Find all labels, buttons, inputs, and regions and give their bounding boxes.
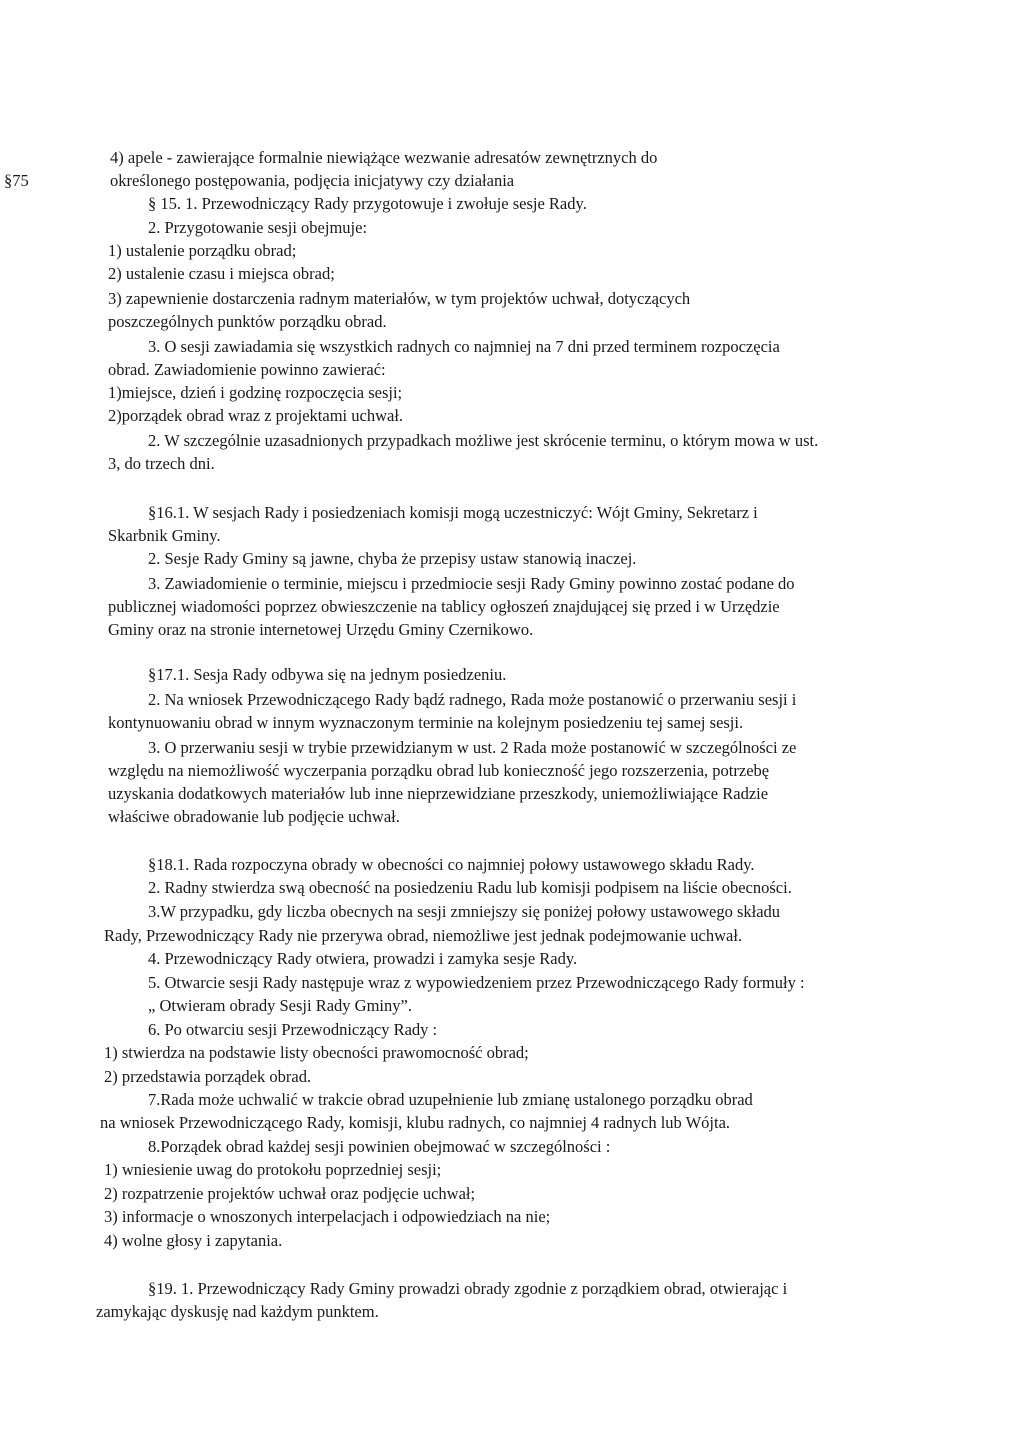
text-line: 4) wolne głosy i zapytania. <box>104 1231 283 1250</box>
text-line: 2. Sesje Rady Gminy są jawne, chyba że przepisy ustaw stanowią inaczej. <box>148 549 637 568</box>
text-line: 7.Rada może uchwalić w trakcie obrad uzupełnienie lub zmianę ustalonego porządku obrad <box>148 1090 753 1109</box>
text-line: 5. Otwarcie sesji Rady następuje wraz z wypowiedzeniem przez Przewodniczącego Rady formuły : <box>148 973 805 992</box>
text-line: „ Otwieram obrady Sesji Rady Gminy”. <box>148 996 412 1015</box>
text-line: 3, do trzech dni. <box>108 454 215 473</box>
section-heading: § 15. 1. Przewodniczący Rady przygotowuje i zwołuje sesje Rady. <box>148 194 587 213</box>
section-heading: §16.1. W sesjach Rady i posiedzeniach komisji mogą uczestniczyć: Wójt Gminy, Sekretarz i <box>148 503 758 522</box>
text-line: 3. Zawiadomienie o terminie, miejscu i przedmiocie sesji Rady Gminy powinno zostać podane do <box>148 574 795 593</box>
section-heading: §19. 1. Przewodniczący Rady Gminy prowadzi obrady zgodnie z porządkiem obrad, otwierając i <box>148 1279 788 1298</box>
text-line: 8.Porządek obrad każdej sesji powinien obejmować w szczególności : <box>148 1137 611 1156</box>
text-line: określonego postępowania, podjęcia inicjatywy czy działania <box>110 171 515 190</box>
text-line: 1) stwierdza na podstawie listy obecności prawomocność obrad; <box>104 1043 529 1062</box>
text-line: uzyskania dodatkowych materiałów lub inne nieprzewidziane przeszkody, uniemożliwiające Radzie <box>108 784 769 803</box>
text-line: 2) rozpatrzenie projektów uchwał oraz podjęcie uchwał; <box>104 1184 476 1203</box>
text-line: poszczególnych punktów porządku obrad. <box>108 312 387 331</box>
text-line: 1) wniesienie uwag do protokołu poprzedniej sesji; <box>104 1160 442 1179</box>
section-marker: §75 <box>4 171 29 190</box>
section-heading: §17.1. Sesja Rady odbywa się na jednym posiedzeniu. <box>148 665 507 684</box>
text-line: 4) apele - zawierające formalnie niewiążące wezwanie adresatów zewnętrznych do <box>110 148 658 167</box>
text-line: Gminy oraz na stronie internetowej Urzędu Gminy Czernikowo. <box>108 620 534 639</box>
text-line: 1)miejsce, dzień i godzinę rozpoczęcia sesji; <box>108 383 403 402</box>
text-line: 3. O przerwaniu sesji w trybie przewidzianym w ust. 2 Rada może postanowić w szczególności ze <box>148 738 797 757</box>
text-line: 4. Przewodniczący Rady otwiera, prowadzi i zamyka sesje Rady. <box>148 949 578 968</box>
text-line: zamykając dyskusję nad każdym punktem. <box>96 1302 379 1321</box>
text-line: względu na niemożliwość wyczerpania porządku obrad lub konieczność jego rozszerzenia, potrzebę <box>108 761 770 780</box>
text-line: 3. O sesji zawiadamia się wszystkich radnych co najmniej na 7 dni przed terminem rozpoczęcia <box>148 337 780 356</box>
text-line: na wniosek Przewodniczącego Rady, komisji, klubu radnych, co najmniej 4 radnych lub Wójta. <box>100 1113 731 1132</box>
text-line: 2) ustalenie czasu i miejsca obrad; <box>108 264 335 283</box>
text-line: Rady, Przewodniczący Rady nie przerywa obrad, niemożliwe jest jednak podejmowanie uchwał. <box>104 926 743 945</box>
section-heading: §18.1. Rada rozpoczyna obrady w obecności co najmniej połowy ustawowego składu Rady. <box>148 855 755 874</box>
text-line: 1) ustalenie porządku obrad; <box>108 241 297 260</box>
text-line: obrad. Zawiadomienie powinno zawierać: <box>108 360 386 379</box>
text-line: 6. Po otwarciu sesji Przewodniczący Rady : <box>148 1020 438 1039</box>
text-line: 2. Przygotowanie sesji obejmuje: <box>148 218 368 237</box>
text-line: 2. W szczególnie uzasadnionych przypadkach możliwe jest skrócenie terminu, o którym mowa w ust. <box>148 431 819 450</box>
text-line: 2. Radny stwierdza swą obecność na posiedzeniu Radu lub komisji podpisem na liście obecności. <box>148 878 792 897</box>
text-line: 3.W przypadku, gdy liczba obecnych na sesji zmniejszy się poniżej połowy ustawowego składu <box>148 902 781 921</box>
text-line: 3) zapewnienie dostarczenia radnym materiałów, w tym projektów uchwał, dotyczących <box>108 289 691 308</box>
text-line: publicznej wiadomości poprzez obwieszczenie na tablicy ogłoszeń znajdującej się przed i w Urzędzie <box>108 597 780 616</box>
text-line: właściwe obradowanie lub podjęcie uchwał. <box>108 807 400 826</box>
text-line: 2)porządek obrad wraz z projektami uchwał. <box>108 406 404 425</box>
text-line: 3) informacje o wnoszonych interpelacjach i odpowiedziach na nie; <box>104 1207 551 1226</box>
text-line: kontynuowaniu obrad w innym wyznaczonym terminie na kolejnym posiedzeniu tej samej sesji. <box>108 713 744 732</box>
text-line: Skarbnik Gminy. <box>108 526 221 545</box>
text-line: 2) przedstawia porządek obrad. <box>104 1067 312 1086</box>
text-line: 2. Na wniosek Przewodniczącego Rady bądź radnego, Rada może postanowić o przerwaniu sesji i <box>148 690 797 709</box>
